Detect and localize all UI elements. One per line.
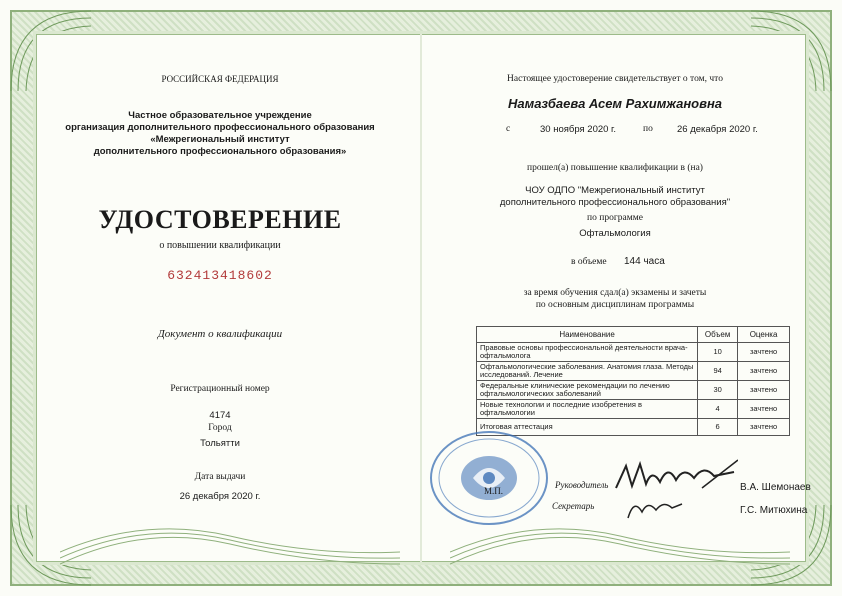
column-header: Наименование (477, 327, 698, 343)
subject-grade: зачтено (738, 381, 790, 400)
registration-label: Регистрационный номер (170, 384, 270, 394)
subject-grade: зачтено (738, 419, 790, 436)
subject-name: Новые технологии и последние изобретения в офтальмологии (477, 400, 698, 419)
table-row (477, 343, 790, 362)
table-header-row (477, 327, 790, 343)
completed-text: прошел(а) повышение квалификации в (на) (527, 163, 703, 173)
document-kind: Документ о квалификации (157, 328, 283, 340)
exams-line: по основным дисциплинам программы (535, 300, 695, 310)
subject-name: Федеральные клинические рекомендации по лечению офтальмологических заболеваний (477, 381, 698, 400)
city-label: Город (208, 423, 232, 433)
subject-grade: зачтено (738, 343, 790, 362)
document-title: УДОСТОВЕРЕНИЕ (98, 205, 342, 234)
subject-hours: 94 (698, 362, 738, 381)
period-to-date: 26 декабря 2020 г. (677, 124, 758, 135)
secretary-signature-icon (624, 494, 684, 522)
exams-line: за время обучения сдал(а) экзамены и зачеты (523, 288, 707, 298)
head-name: В.А. Шемонаев (740, 482, 811, 493)
issue-date: 26 декабря 2020 г. (179, 491, 261, 502)
head-signature-icon (612, 458, 738, 496)
secretary-label: Секретарь (552, 501, 595, 511)
subject-grade: зачтено (738, 400, 790, 419)
period-from-date: 30 ноября 2020 г. (540, 124, 616, 135)
period-from-label: с (506, 124, 511, 134)
subject-hours: 10 (698, 343, 738, 362)
bottom-ornament-icon (60, 524, 400, 568)
program-label: по программе (587, 213, 643, 223)
period-to-label: по (643, 124, 653, 134)
program-name: Офтальмология (579, 228, 651, 239)
head-label: Руководитель (555, 480, 609, 490)
country-label: РОССИЙСКАЯ ФЕДЕРАЦИЯ (161, 74, 279, 84)
org-line: Частное образовательное учреждение (128, 110, 312, 121)
document-number: 632413418602 (167, 268, 273, 283)
stamp-mark: М.П. (484, 486, 504, 496)
subject-grade: зачтено (738, 362, 790, 381)
volume-label: в объеме (571, 257, 607, 267)
subjects-table (476, 326, 790, 436)
registration-number: 4174 (209, 410, 231, 421)
table-row (477, 362, 790, 381)
attestation-text: Настоящее удостоверение свидетельствует о том, что (507, 74, 723, 84)
secretary-name: Г.С. Митюхина (740, 505, 808, 516)
table-row (477, 400, 790, 419)
official-seal-icon (428, 428, 550, 528)
subject-hours: 4 (698, 400, 738, 419)
city-value: Тольятти (200, 438, 240, 449)
subject-name: Итоговая аттестация (477, 419, 698, 436)
institution-line: дополнительного профессионального образования" (499, 197, 731, 208)
bottom-ornament-icon (450, 524, 790, 568)
institution-line: ЧОУ ОДПО "Межрегиональный институт (525, 185, 705, 196)
org-line: «Межрегиональный институт (150, 134, 290, 145)
org-line: организация дополнительного профессионального образования (65, 122, 375, 133)
institution-name (440, 185, 790, 209)
org-line: дополнительного профессионального образования» (93, 146, 347, 157)
subject-name: Правовые основы профессиональной деятельности врача-офтальмолога (477, 343, 698, 362)
holder-name: Намазбаева Асем Рахимжановна (507, 96, 723, 111)
organization-name (60, 110, 380, 158)
issue-date-label: Дата выдачи (194, 472, 246, 482)
table-row (477, 381, 790, 400)
subject-hours: 30 (698, 381, 738, 400)
volume-value: 144 часа (624, 256, 665, 267)
document-subtitle: о повышении квалификации (159, 240, 281, 251)
subject-hours: 6 (698, 419, 738, 436)
exams-text (440, 287, 790, 311)
column-header: Оценка (738, 327, 790, 343)
subject-name: Офтальмологические заболевания. Анатомия глаза. Методы исследований. Лечение (477, 362, 698, 381)
fold-line (420, 34, 422, 562)
column-header: Объем (698, 327, 738, 343)
